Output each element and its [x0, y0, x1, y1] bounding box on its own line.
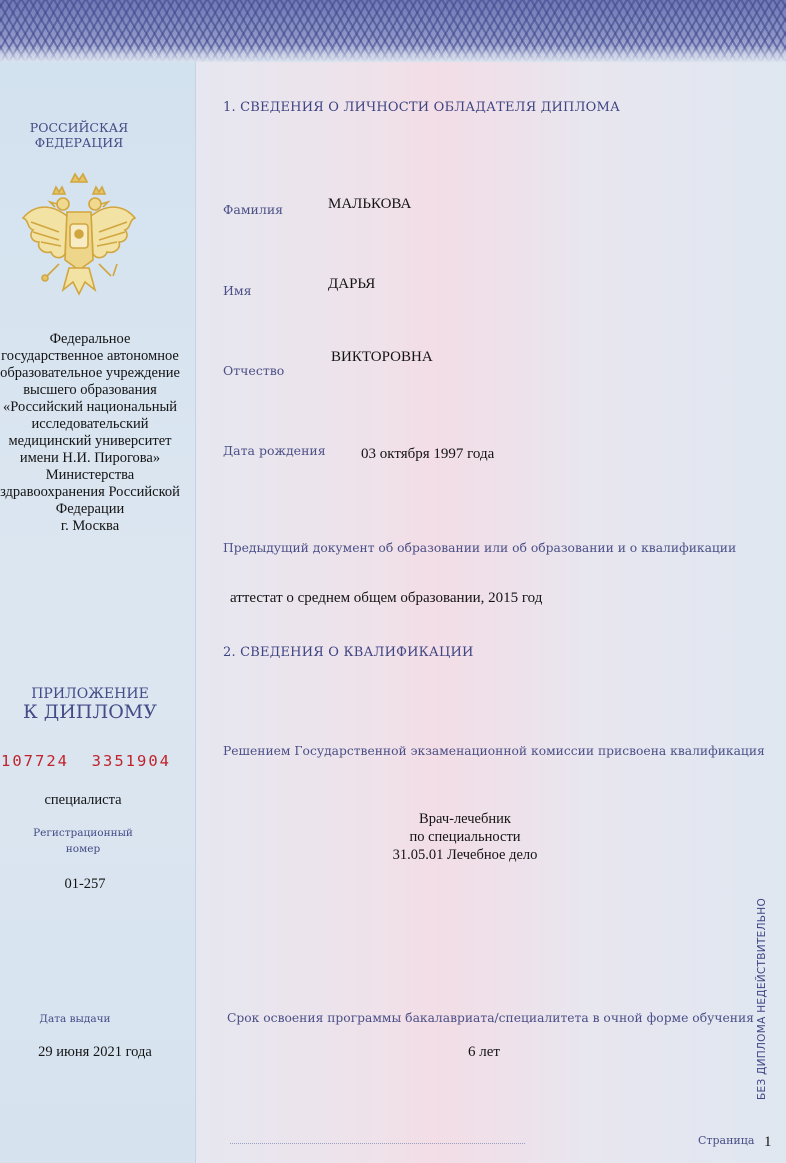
org-line: государственное автономное: [1, 348, 179, 364]
registration-number: 01-257: [64, 876, 106, 892]
page-number: 1: [764, 1134, 772, 1150]
previous-document-value: аттестат о среднем общем образовании, 2015 год: [230, 590, 543, 606]
issue-date-label: Дата выдачи: [39, 1013, 111, 1025]
birth-date-label: Дата рождения: [223, 443, 326, 458]
organization-block: [0, 331, 210, 535]
org-line: образовательное учреждение: [0, 365, 180, 381]
birth-date-value: 03 октября 1997 года: [361, 446, 495, 462]
coat-of-arms-icon: [18, 172, 140, 300]
country-line-1: РОССИЙСКАЯ: [29, 120, 129, 135]
duration-label: Срок освоения программы бакалавриата/специалитета в очной форме обучения: [227, 1011, 754, 1025]
org-line: Министерства: [45, 467, 135, 483]
previous-document-label: Предыдущий документ об образовании или об образовании и о квалификации: [223, 541, 737, 555]
org-line: г. Москва: [60, 518, 120, 534]
org-line: имени Н.И. Пирогова»: [19, 450, 161, 466]
security-guilloche-band: [0, 0, 786, 62]
issue-date: 29 июня 2021 года: [38, 1044, 152, 1060]
appendix-title: [0, 686, 180, 723]
patronymic-label: Отчество: [223, 363, 285, 378]
country-title: [0, 120, 158, 150]
country-line-2: ФЕДЕРАЦИЯ: [34, 135, 124, 150]
registration-label-line-1: Регистрационный: [33, 827, 133, 839]
name-value: ДАРЬЯ: [328, 276, 376, 292]
org-line: высшего образования: [23, 382, 157, 398]
section-1-title: 1. СВЕДЕНИЯ О ЛИЧНОСТИ ОБЛАДАТЕЛЯ ДИПЛОМА: [223, 100, 621, 115]
patronymic-value: ВИКТОРОВНА: [331, 349, 433, 365]
serial-number: 107724 3351904: [1, 752, 171, 770]
registration-label-line-2: номер: [65, 843, 101, 855]
org-line: Федеральное: [49, 331, 131, 347]
org-line: медицинский университет: [8, 433, 172, 449]
commission-decision-label: Решением Государственной экзаменационной комиссии присвоена квалификация: [223, 744, 765, 758]
org-line: здравоохранения Российской: [0, 484, 180, 500]
signature-dotted-line: [230, 1143, 525, 1144]
surname-label: Фамилия: [223, 202, 284, 217]
org-line: Федерации: [55, 501, 125, 517]
org-line: «Российский национальный: [3, 399, 177, 415]
appendix-line-2: К ДИПЛОМУ: [23, 701, 157, 723]
appendix-line-1: ПРИЛОЖЕНИЕ: [31, 686, 149, 702]
degree-level: специалиста: [44, 792, 122, 808]
vertical-validity-note: БЕЗ ДИПЛОМА НЕДЕЙСТВИТЕЛЬНО: [756, 897, 768, 1100]
qualification-specialty-label: по специальности: [409, 829, 521, 845]
name-label: Имя: [223, 283, 252, 298]
org-line: исследовательский: [31, 416, 149, 432]
qualification-title: Врач-лечебник: [419, 811, 511, 827]
page-label: Страница: [698, 1134, 755, 1147]
qualification-specialty: 31.05.01 Лечебное дело: [392, 847, 538, 863]
registration-label: [0, 825, 166, 857]
qualification-block: [340, 810, 590, 864]
duration-value: 6 лет: [468, 1044, 500, 1060]
section-2-title: 2. СВЕДЕНИЯ О КВАЛИФИКАЦИИ: [223, 645, 474, 660]
surname-value: МАЛЬКОВА: [328, 196, 412, 212]
